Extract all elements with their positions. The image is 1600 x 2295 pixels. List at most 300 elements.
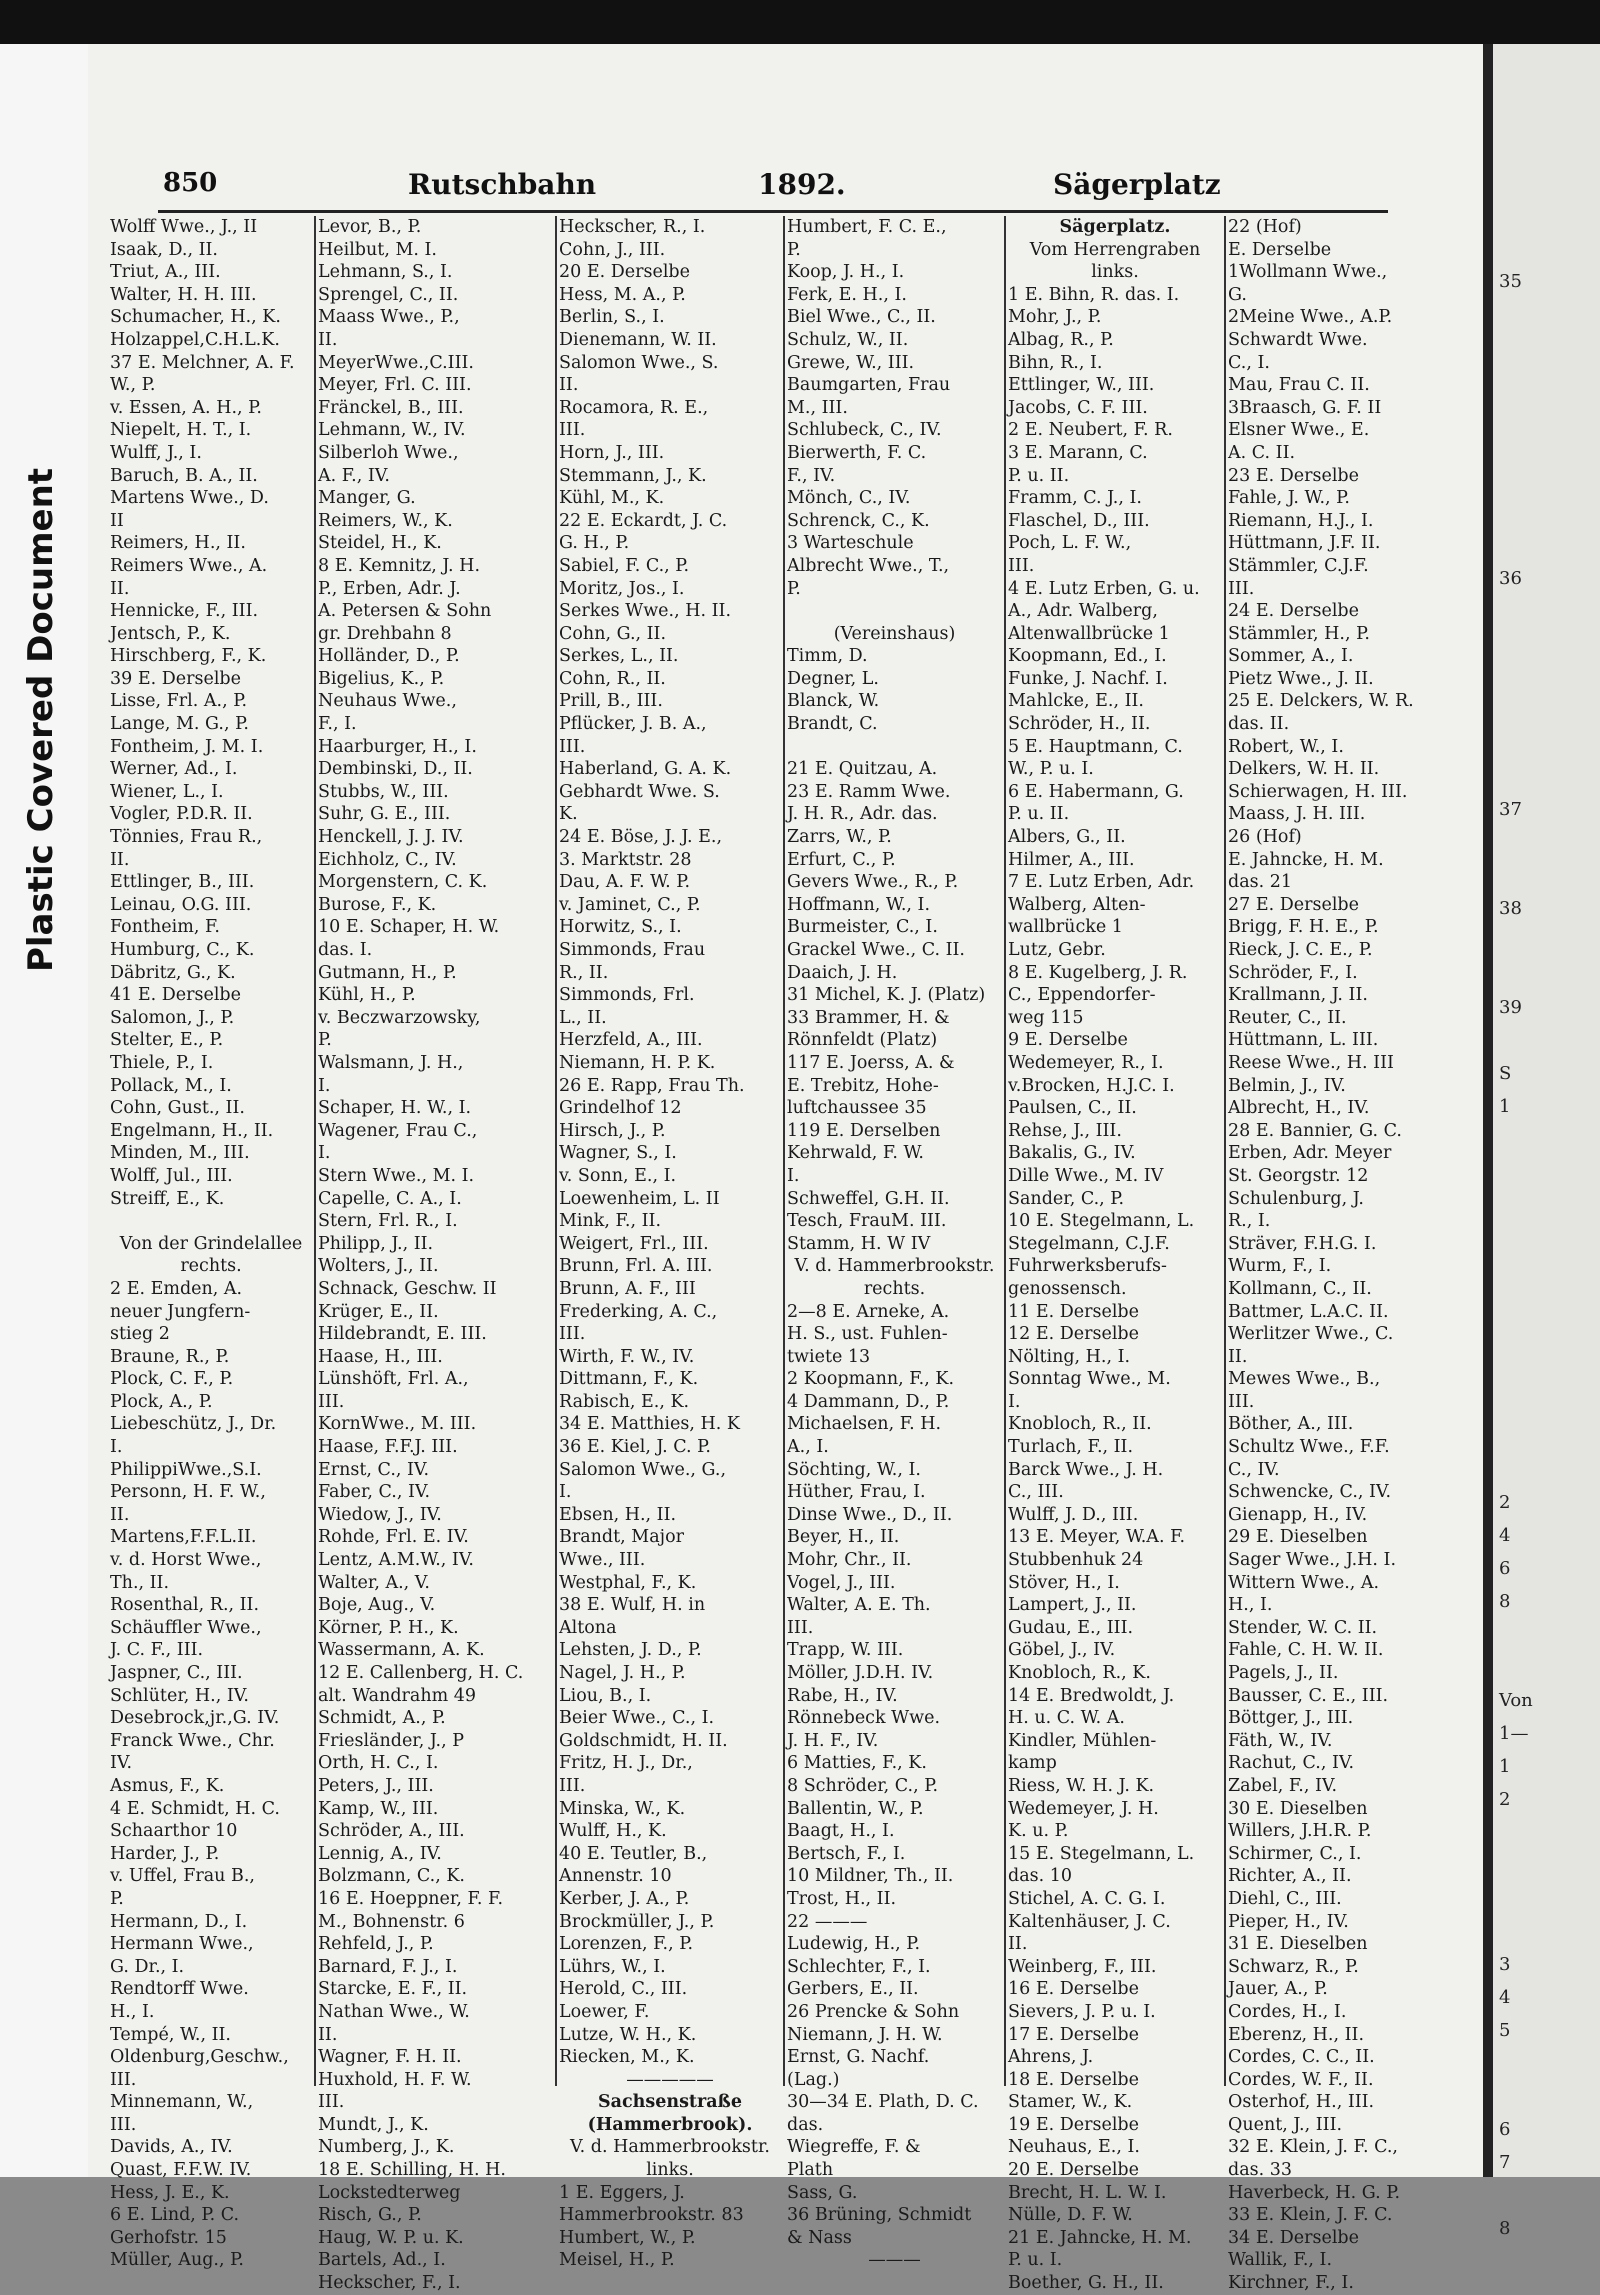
directory-entry: St. Georgstr. 12 [1228,1165,1369,1186]
directory-entry: Schwarz, R., P. [1228,1956,1359,1977]
directory-entry: 3Braasch, G. F. II [1228,397,1382,418]
directory-entry: Friesländer, J., P [318,1730,464,1751]
next-page-fragment: S [1499,1063,1512,1084]
book-gutter [1483,44,1493,2177]
directory-entry: Maass Wwe., P., [318,307,460,328]
directory-entry: Stemmann, J., K. [559,465,707,486]
directory-entry: Reimers, W., K. [318,510,453,531]
directory-entry: Pflücker, J. B. A., [559,714,707,735]
directory-entry: 4 Dammann, D., P. [787,1391,950,1412]
directory-entry: II. [559,375,579,396]
next-page-fragment: 35 [1499,271,1522,292]
directory-entry: 4 E. Lutz Erben, G. u. [1008,578,1200,599]
directory-entry: M., Bohnenstr. 6 [318,1911,465,1932]
directory-entry: Liou, B., I. [559,1685,652,1706]
directory-entry: 23 E. Derselbe [1228,465,1359,486]
directory-entry: I. [110,1437,123,1458]
directory-entry: Cordes, H., I. [1228,2001,1347,2022]
directory-entry: Braune, R., P. [110,1346,230,1367]
directory-entry: 3. Marktstr. 28 [559,849,692,870]
directory-entry: Quast, F.F.W. IV. [110,2160,252,2181]
directory-entry: Knobloch, R., K. [1008,1663,1151,1683]
directory-entry: Isaak, D., II. [110,239,218,260]
directory-entry: 36 E. Kiel, J. C. P. [559,1437,711,1458]
directory-entry: A. F., IV. [318,465,390,486]
page-number: 850 [163,168,218,198]
directory-entry: Serkes, L., II. [559,646,679,667]
directory-entry: Pagels, J., II. [1228,1663,1339,1683]
column-divider [314,216,316,2086]
directory-entry: Bihn, R., I. [1008,352,1103,373]
directory-entry: K. u. P. [1008,1821,1069,1842]
directory-entry: rechts. [863,1278,926,1299]
directory-entry: v. Jaminet, C., P. [559,894,701,915]
directory-entry: Niemann, H. P. K. [559,1052,716,1073]
directory-entry: Capelle, C. A., I. [318,1188,462,1209]
directory-entry: Gudau, E., III. [1008,1617,1134,1638]
column-divider [1224,216,1226,2086]
directory-entry: Framm, C. J., I. [1008,488,1142,509]
directory-entry: Trost, H., II. [787,1888,897,1909]
directory-entry: 119 E. Derselben [787,1120,941,1141]
directory-entry: Ahrens, J. [1008,2047,1094,2068]
directory-entry: Philipp, J., II. [318,1233,434,1254]
directory-entry: Wiegreffe, F. & [787,2137,921,2158]
directory-entry: Rohde, Frl. E. IV. [318,1527,469,1548]
directory-entry: Sievers, J. P. u. I. [1008,2001,1156,2022]
directory-entry: Müller, Aug., P. [110,2250,244,2271]
directory-entry: Bigelius, K., P. [318,668,445,689]
directory-entry: Trapp, W. III. [787,1640,904,1661]
directory-entry: Lehmann, S., I. [318,262,453,283]
directory-entry: v.Brocken, H.J.C. I. [1008,1075,1175,1096]
directory-entry: J. H. R., Adr. das. [787,804,938,825]
directory-entry: 8 E. Kemnitz, J. H. [318,555,481,576]
column-6 [1228,216,1428,2294]
directory-entry: II. [110,1504,130,1525]
directory-entry: Meisel, H., P. [559,2250,675,2271]
directory-entry: Mundt, J., K. [318,2114,429,2135]
directory-entry: Personn, H. F. W., [110,1482,266,1503]
directory-entry: Schrenck, C., K. [787,510,930,531]
directory-entry: Söchting, W., I. [787,1459,921,1480]
next-page-fragment: 1— [1499,1723,1529,1744]
directory-entry: Gevers Wwe., R., P. [787,872,959,893]
directory-entry: Walter, H. H. III. [110,284,257,305]
directory-entry: Gerhofstr. 15 [110,2227,227,2248]
directory-entry: Neuhaus, E., I. [1008,2137,1140,2158]
directory-entry: v. Sonn, E., I. [559,1165,677,1186]
directory-entry: Körner, P. H., K. [318,1617,459,1638]
directory-entry: Lisse, Frl. A., P. [110,691,248,712]
directory-entry: Kollmann, C., II. [1228,1278,1372,1299]
directory-entry: K. [559,804,578,825]
next-page-fragment: 37 [1499,799,1522,820]
next-page-fragment: 4 [1499,1525,1511,1546]
directory-entry: II. [318,2024,338,2045]
next-page-fragment: 2 [1499,1789,1511,1810]
directory-entry: Battmer, L.A.C. II. [1228,1301,1389,1322]
directory-entry: 32 E. Klein, J. F. C., [1228,2137,1398,2158]
directory-entry: Gienapp, H., IV. [1228,1504,1368,1525]
directory-entry: Krüger, E., II. [318,1301,439,1322]
directory-entry: Ludewig, H., P. [787,1934,921,1955]
directory-entry: 26 (Hof) [1228,827,1302,848]
directory-entry: Göbel, J., IV. [1008,1640,1116,1661]
directory-entry: Haarburger, H., I. [318,736,477,757]
directory-entry: W., P. [110,375,156,396]
directory-entry: Silberloh Wwe., [318,442,459,463]
directory-entry: P. [318,1030,332,1051]
directory-entry: MeyerWwe.,C.III. [318,352,474,373]
directory-entry: Jauer, A., P. [1228,1979,1328,2000]
directory-entry: Dinse Wwe., D., II. [787,1504,953,1525]
next-page-fragment: 1 [1499,1756,1511,1777]
directory-entry: das. 21 [1228,872,1293,893]
directory-entry: H., I. [1228,1595,1273,1616]
directory-entry: Meyer, Frl. C. III. [318,375,472,396]
directory-entry: Dembinski, D., II. [318,759,473,780]
directory-entry: Richter, A., II. [1228,1866,1352,1887]
directory-entry: Lorenzen, F., P. [559,1934,694,1955]
directory-entry: Eichholz, C., IV. [318,849,457,870]
directory-entry: P. [787,578,801,599]
directory-entry: Walter, A. E. Th. [787,1595,931,1616]
directory-entry: II. [1008,1934,1028,1955]
directory-entry: 25 E. Delckers, W. R. [1228,691,1414,712]
directory-entry: II. [110,578,130,599]
directory-entry: 36 Brüning, Schmidt [787,2205,972,2226]
directory-entry: Stelter, E., P. [110,1030,224,1051]
directory-entry: G. Dr., I. [110,1956,185,1977]
directory-entry: v. Essen, A. H., P. [110,397,262,418]
directory-entry: Hirschberg, F., K. [110,646,267,667]
directory-entry: neuer Jungfern- [110,1301,251,1322]
directory-entry: ————— [626,2069,714,2090]
directory-entry: 3 E. Marann, C. [1008,442,1148,463]
directory-entry: Herzfeld, A., III. [559,1030,703,1051]
directory-entry: Herold, C., III. [559,1979,688,2000]
directory-entry: Pietz Wwe., J. II. [1228,668,1374,689]
directory-entry: G. H., P. [559,533,630,554]
directory-entry: Von der Grindelallee [119,1233,303,1254]
directory-entry: Albag, R., P. [1008,329,1114,350]
directory-entry: Kaltenhäuser, J. C. [1008,1911,1171,1932]
directory-entry: Serkes Wwe., H. II. [559,601,732,622]
directory-entry: Nölting, H., I. [1008,1346,1131,1367]
directory-entry: Zabel, F., IV. [1228,1775,1338,1796]
directory-entry: Grewe, W., III. [787,352,915,373]
directory-entry: Schumacher, H., K. [110,307,281,328]
directory-entry: Schulenburg, J. [1228,1188,1364,1209]
directory-entry: Baruch, B. A., II. [110,465,258,486]
directory-entry: Hildebrandt, E. III. [318,1324,487,1345]
column-3 [559,216,781,2271]
directory-entry: Huxhold, H. F. W. [318,2069,472,2090]
directory-entry: Vogel, J., III. [787,1572,896,1593]
directory-entry: Peters, J., III. [318,1775,434,1796]
directory-entry: Hermann Wwe., [110,1934,254,1955]
directory-entry: W., P. u. I. [1008,759,1094,780]
header-rule [158,210,1388,213]
directory-entry: 20 E. Derselbe [1008,2160,1139,2181]
directory-entry: Lentz, A.M.W., IV. [318,1550,474,1571]
directory-entry: Wolff Wwe., J., II [110,217,258,237]
directory-entry: Sachsenstraße [598,2092,742,2113]
directory-entry: A., Adr. Walberg, [1008,601,1158,622]
directory-entry: Osterhof, H., III. [1228,2092,1375,2113]
directory-entry: Nathan Wwe., W. [318,2001,470,2022]
directory-entry: Schröder, F., I. [1228,962,1358,983]
directory-entry: 10 E. Stegelmann, L. [1008,1211,1195,1232]
directory-entry: 34 E. Matthies, H. K [559,1414,740,1435]
directory-entry: I. [1008,1391,1021,1412]
year-title: 1892. [758,168,846,201]
directory-entry: Paulsen, C., II. [1008,1098,1137,1119]
next-page-fragment: 6 [1499,1558,1511,1579]
directory-entry: Martens,F.F.L.II. [110,1527,257,1548]
directory-entry: Bierwerth, F. C. [787,442,927,463]
directory-entry: Werlitzer Wwe., C. [1228,1324,1394,1345]
page-header [88,168,1483,208]
directory-entry: III. [559,1324,586,1345]
directory-entry: 15 E. Stegelmann, L. [1008,1843,1195,1864]
directory-entry: Salomon, J., P. [110,1007,235,1028]
directory-entry: P. u. II. [1008,804,1070,825]
directory-entry: Gutmann, H., P. [318,962,457,983]
directory-entry: 8 Schröder, C., P. [787,1775,939,1796]
directory-entry: Haverbeck, H. G. P. [1228,2182,1401,2203]
directory-entry: 8 E. Kugelberg, J. R. [1008,962,1188,983]
directory-entry: 19 E. Derselbe [1008,2114,1139,2135]
directory-entry: 39 E. Derselbe [110,668,241,689]
directory-entry: Kindler, Mühlen- [1008,1730,1157,1751]
directory-entry: Belmin, J., IV. [1228,1075,1346,1096]
directory-entry: Koop, J. H., I. [787,262,905,283]
column-5 [1008,216,1222,2294]
directory-entry: Thiele, P., I. [110,1052,214,1073]
directory-entry: 1 E. Bihn, R. das. I. [1008,284,1180,305]
directory-entry: links. [646,2160,694,2181]
directory-entry: 31 Michel, K. J. (Platz) [787,985,986,1006]
directory-entry: H. S., ust. Fuhlen- [787,1324,948,1345]
directory-entry: Humburg, C., K. [110,940,255,960]
directory-entry: Rendtorff Wwe. [110,1979,249,2000]
directory-entry: Kühl, H., P. [318,985,416,1006]
directory-entry: Stamer, W., K. [1008,2092,1133,2113]
directory-entry: Bolzmann, C., K. [318,1866,465,1887]
directory-entry: Poch, L. F. W., [1008,533,1132,554]
column-1 [110,216,312,2271]
directory-entry: Kamp, W., III. [318,1798,439,1819]
directory-entry: J. C. F., III. [110,1640,204,1661]
directory-entry: Rehse, J., III. [1008,1120,1122,1141]
directory-entry: weg 115 [1008,1007,1084,1028]
directory-entry: 37 E. Melchner, A. F. [110,352,295,373]
directory-entry: III. [1228,1391,1255,1412]
directory-entry: twiete 13 [787,1346,871,1367]
directory-entry: Brandt, C. [787,714,878,735]
directory-entry: Wittern Wwe., A. [1228,1572,1380,1593]
directory-entry: III. [559,736,586,757]
right-street-title: Sägerplatz [1053,168,1221,201]
directory-entry: Wallik, F., I. [1228,2250,1333,2271]
directory-entry: Rabisch, E., K. [559,1391,690,1412]
directory-entry: Stöver, H., I. [1008,1572,1120,1593]
directory-entry: A., I. [787,1437,829,1458]
directory-entry: & Nass [787,2227,852,2248]
directory-entry: Vogler, P.D.R. II. [110,804,253,825]
directory-entry: Wulff, H., K. [559,1821,667,1842]
directory-entry: 2 Koopmann, F., K. [787,1369,955,1390]
directory-entry: Altenwallbrücke 1 [1008,623,1170,644]
directory-entry: I. [318,1075,331,1096]
directory-entry: Bakalis, G., IV. [1008,1143,1136,1164]
directory-entry: Wulff, J., I. [110,442,202,463]
directory-entry: Hüttmann, L. III. [1228,1030,1379,1051]
directory-entry: Jentsch, P., K. [110,623,231,644]
column-4 [787,216,1002,2271]
directory-entry: Brigg, F. H. E., P. [1228,917,1379,938]
directory-entry: Lehmann, W., IV. [318,420,466,441]
directory-entry: Frederking, A. C., [559,1301,718,1322]
directory-entry: Schwencke, C., IV. [1228,1482,1392,1503]
directory-entry: Heckscher, F., I. [318,2273,461,2294]
directory-entry: Kerber, J. A., P. [559,1888,690,1909]
directory-entry: das. 10 [1008,1866,1073,1887]
directory-entry: 26 E. Rapp, Frau Th. [559,1075,745,1096]
directory-entry: V. d. Hammerbrookstr. [570,2137,770,2158]
directory-entry: Pieper, H., IV. [1228,1911,1349,1932]
directory-entry: Fränckel, B., III. [318,397,464,418]
directory-entry: Wagner, S., I. [559,1143,677,1164]
directory-entry: Henckell, J. J. IV. [318,827,464,848]
directory-entry: Schlechter, F., I. [787,1956,931,1977]
directory-entry: Willers, J.H.R. P. [1228,1821,1372,1842]
directory-entry: Baumgarten, Frau [787,375,951,396]
directory-entry: IV. [110,1753,133,1774]
directory-entry: Dille Wwe., M. IV [1008,1165,1164,1186]
directory-entry: Wolff, Jul., III. [110,1165,233,1186]
directory-entry: Cordes, W. F., II. [1228,2069,1374,2090]
directory-entry: Numberg, J., K. [318,2137,455,2158]
directory-entry: Maass, J. H. III. [1228,804,1366,825]
directory-entry: Gebhardt Wwe. S. [559,781,720,802]
plastic-covered-label: Plastic Covered Document [21,467,62,973]
directory-entry: 7 E. Lutz Erben, Adr. [1008,872,1195,893]
directory-entry: Humbert, W., P. [559,2227,696,2248]
directory-entry: I. [559,1482,572,1503]
directory-entry: Boje, Aug., V. [318,1595,436,1616]
directory-entry: Liebeschütz, J., Dr. [110,1414,277,1435]
directory-entry: rechts. [180,1256,242,1277]
directory-entry: Davids, A., IV. [110,2137,233,2158]
directory-entry: H., I. [110,2001,155,2022]
directory-entry: Nagel, J. H., P. [559,1663,686,1683]
directory-entry: Bertsch, F., I. [787,1843,906,1864]
directory-entry: Holländer, D., P. [318,646,460,667]
directory-entry: 30—34 E. Plath, D. C. [787,2092,979,2113]
directory-entry: Altona [559,1617,617,1638]
directory-entry: Schirmer, C., I. [1228,1843,1362,1864]
directory-entry: Turlach, F., II. [1008,1437,1134,1458]
directory-entry: III. [1008,555,1035,576]
directory-entry: 2 E. Emden, A. [110,1278,243,1299]
directory-entry: Sass, G. [787,2182,858,2203]
directory-entry: Sonntag Wwe., M. [1008,1369,1171,1390]
directory-entry: 6 Matties, F., K. [787,1753,927,1774]
directory-entry: Wedemeyer, J. H. [1008,1798,1159,1819]
directory-entry: 26 Prencke & Sohn [787,2001,960,2022]
directory-entry: Hess, M. A., P. [559,284,686,305]
directory-entry: Hess, J. E., K. [110,2182,230,2203]
directory-entry: Schultz Wwe., F.F. [1228,1437,1390,1458]
directory-entry: Mewes Wwe., B., [1228,1369,1381,1390]
directory-entry: Gerbers, E., II. [787,1979,919,2000]
directory-entry: Mau, Frau C. II. [1228,375,1370,396]
directory-entry: Lennig, A., IV. [318,1843,442,1864]
directory-entry: Biel Wwe., C., II. [787,307,936,328]
directory-entry: Salomon Wwe., S. [559,352,719,373]
directory-entry: Plock, A., P. [110,1391,213,1412]
directory-entry: das. [787,2114,824,2135]
directory-entry: F., IV. [787,465,836,486]
directory-entry: Hilmer, A., III. [1008,849,1135,870]
directory-entry: 40 E. Teutler, B., [559,1843,708,1864]
directory-entry: Sabiel, F. C., P. [559,555,690,576]
directory-entry: Blanck, W. [787,691,880,712]
directory-entry: Wwe., III. [559,1550,646,1571]
directory-entry: Däbritz, G., K. [110,962,236,983]
directory-entry: 38 E. Wulf, H. in [559,1595,706,1616]
directory-entry: Krallmann, J. II. [1228,985,1368,1006]
directory-entry: v. Uffel, Frau B., [110,1866,255,1887]
directory-entry: III. [110,2069,137,2090]
directory-entry: Morgenstern, C. K. [318,872,488,893]
directory-entry: 2Meine Wwe., A.P. [1228,307,1393,328]
directory-entry [787,600,1002,623]
directory-entry: Martens Wwe., D. [110,488,269,509]
directory-entry: G. [1228,284,1247,305]
directory-entry: Fuhrwerksberufs- [1008,1256,1167,1277]
directory-entry: Dittmann, F., K. [559,1369,699,1390]
directory-entry: 1 E. Eggers, J. [559,2182,685,2203]
directory-entry: Heilbut, M. I. [318,239,437,260]
directory-entry: Wagner, F. H. II. [318,2047,462,2068]
directory-entry: Rocamora, R. E., [559,397,709,418]
directory-entry [787,736,1002,759]
directory-entry: III. [318,1391,345,1412]
next-page-edge [1493,44,1600,2239]
directory-entry: Böttger, J., III. [1228,1708,1354,1729]
directory-entry: Rönnfeldt (Platz) [787,1030,938,1051]
next-page-fragment: 8 [1499,2218,1511,2239]
directory-entry: Prill, B., III. [559,691,663,712]
directory-entry: 41 E. Derselbe [110,985,241,1006]
next-page-fragment: 6 [1499,2119,1511,2140]
directory-entry: E. Derselbe [1228,239,1332,260]
directory-entry: Triut, A., III. [110,262,221,283]
directory-entry: 33 Brammer, H. & [787,1007,950,1028]
directory-entry: Sträver, F.H.G. I. [1228,1233,1377,1254]
directory-entry: Stubbenhuk 24 [1008,1550,1144,1571]
directory-entry: 12 E. Callenberg, H. C. [318,1663,524,1683]
next-page-fragment: 4 [1499,1987,1511,2008]
directory-entry: Hennicke, F., III. [110,601,259,622]
directory-entry: Wagener, Frau C., [318,1120,478,1141]
directory-entry: 1Wollmann Wwe., [1228,262,1388,283]
directory-entry: v. d. Horst Wwe., [110,1550,262,1571]
